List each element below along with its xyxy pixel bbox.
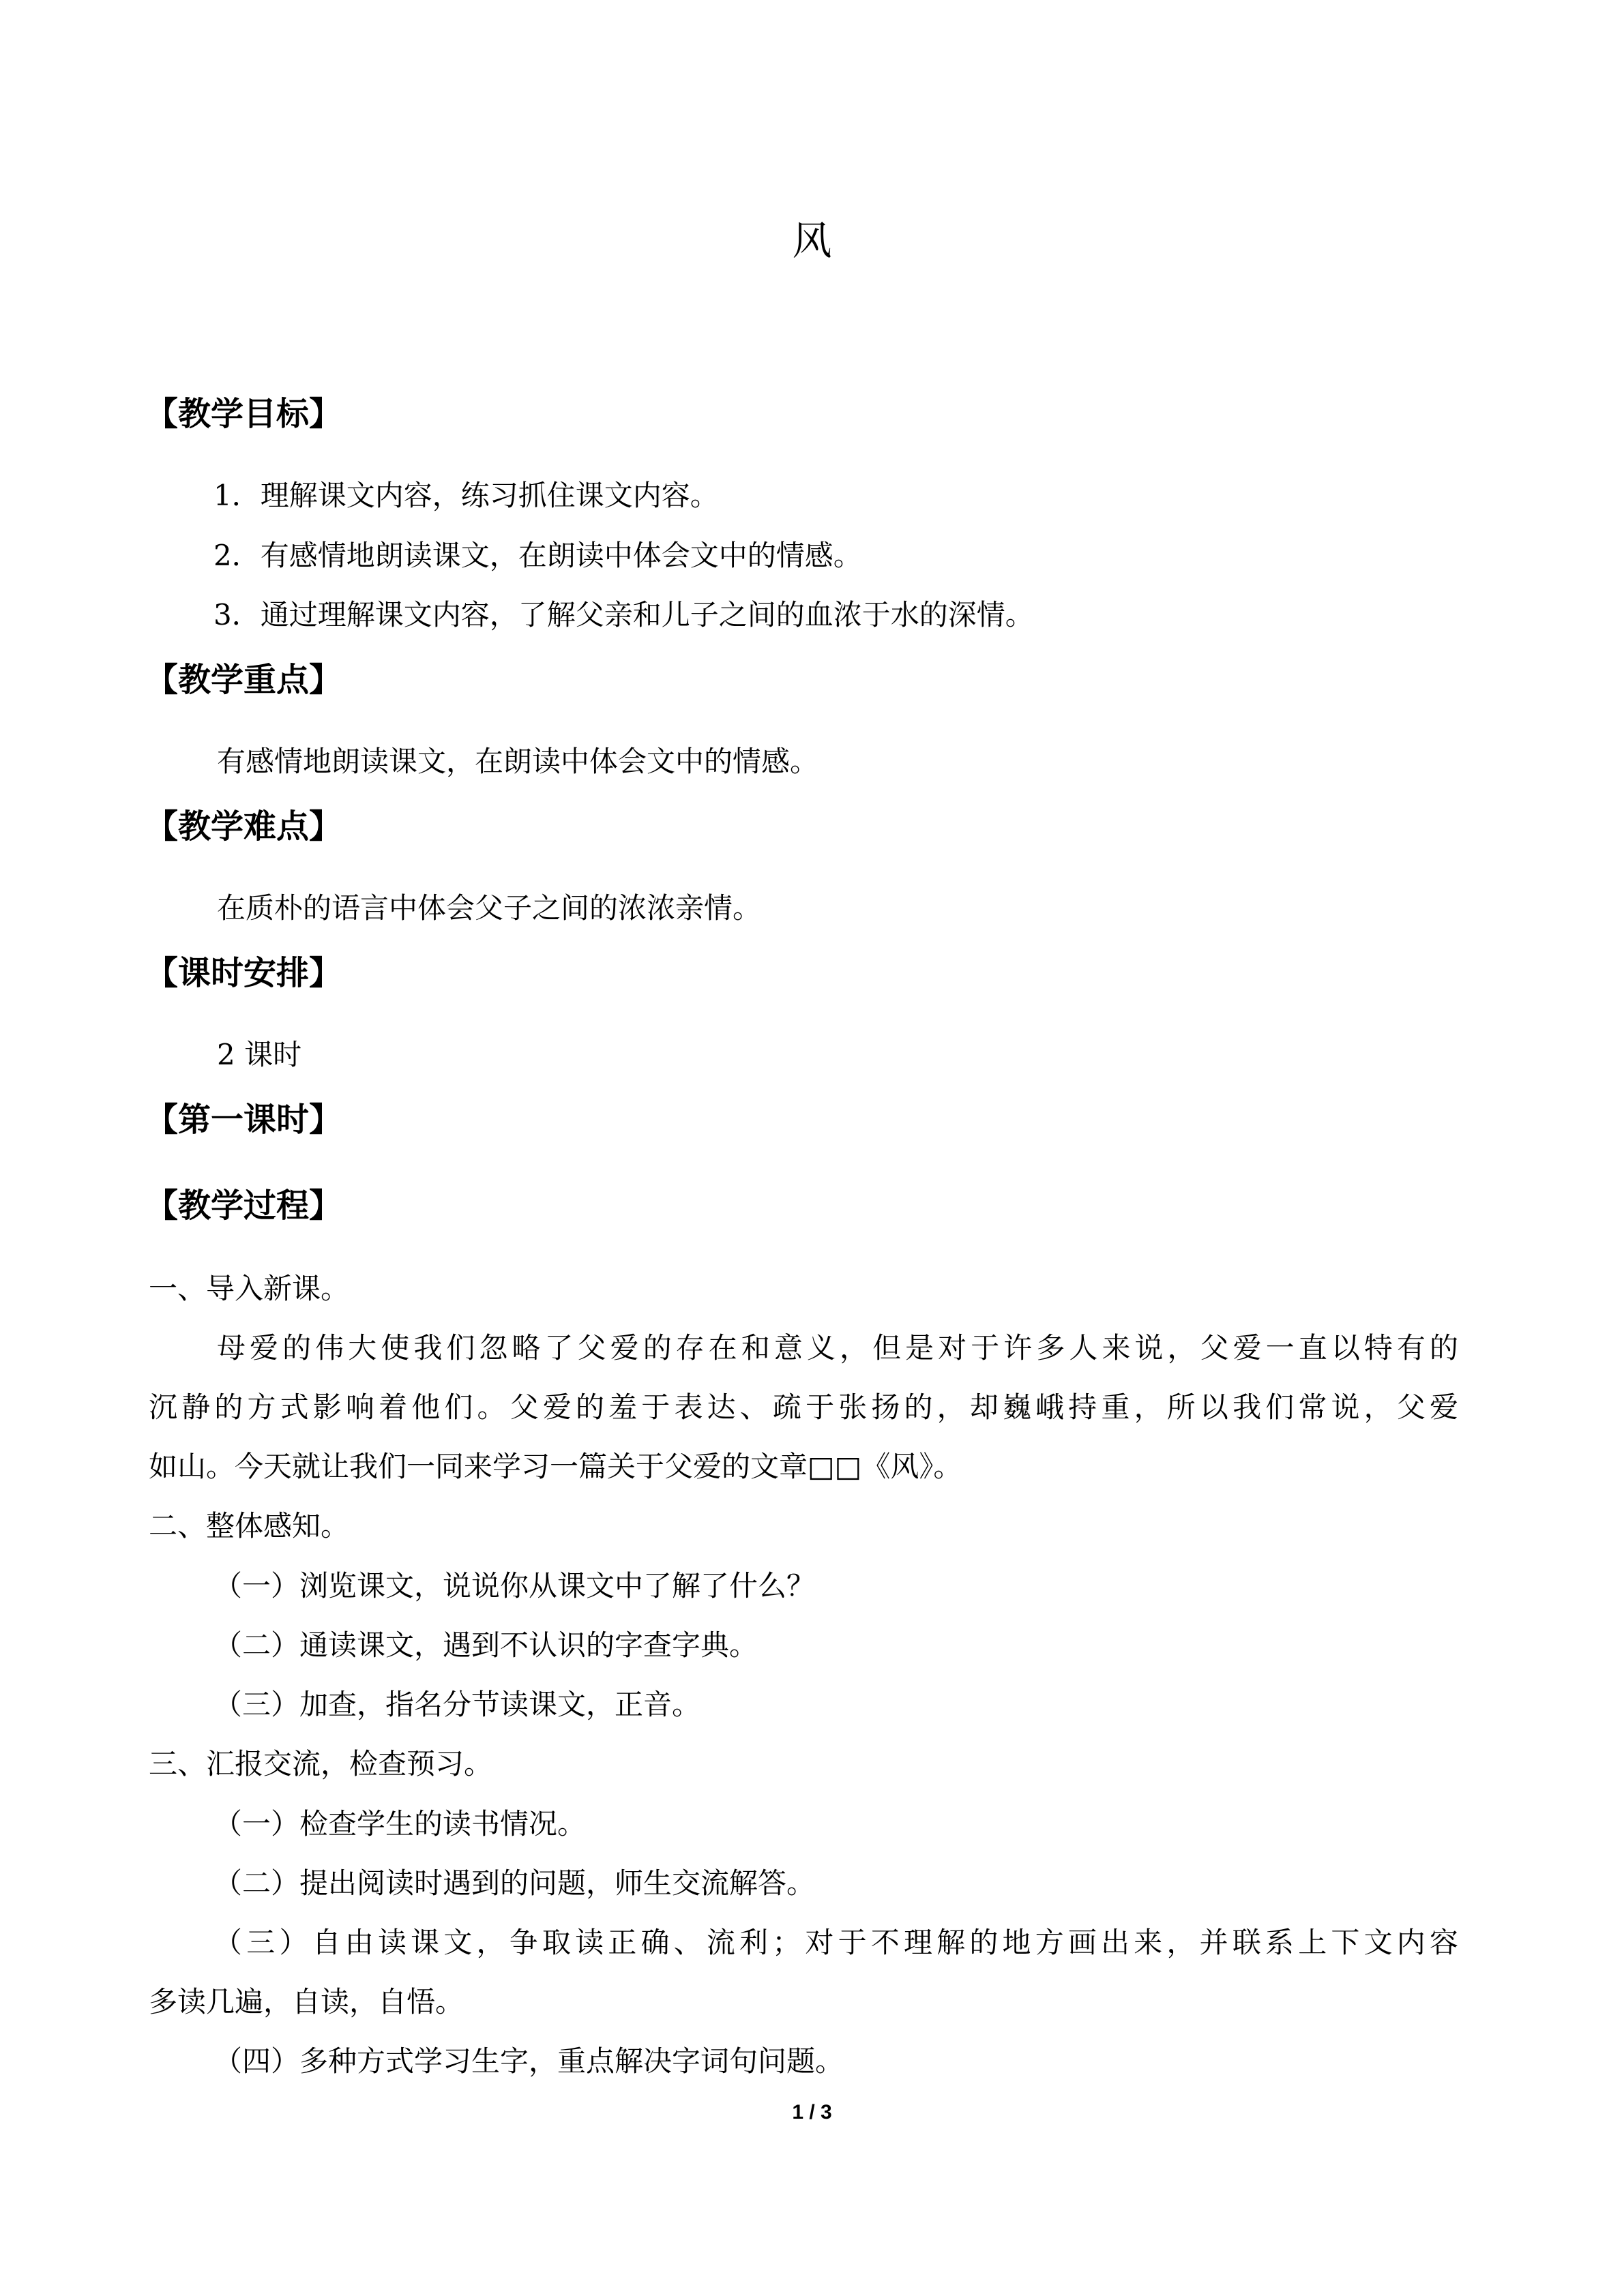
process-list-item: （一）浏览课文，说说你从课文中了解了什么？ bbox=[213, 1569, 816, 1602]
section-heading-goals: 【教学目标】 bbox=[145, 395, 342, 433]
process-part-title: 二、整体感知。 bbox=[149, 1509, 350, 1542]
schedule-text: 2 课时 bbox=[217, 1038, 302, 1071]
process-part-title: 三、汇报交流，检查预习。 bbox=[149, 1747, 493, 1780]
process-list-item: （二）通读课文，遇到不认识的字查字典。 bbox=[213, 1628, 758, 1662]
section-heading-difficulties: 【教学难点】 bbox=[145, 807, 342, 846]
difficulties-text: 在质朴的语言中体会父子之间的浓浓亲情。 bbox=[217, 891, 762, 925]
page-title: 风 bbox=[792, 218, 832, 264]
goal-item: 2．有感情地朗读课文，在朗读中体会文中的情感。 bbox=[213, 539, 862, 572]
process-list-item-continued: 多读几遍，自读，自悟。 bbox=[149, 1985, 464, 2018]
section-heading-process: 【教学过程】 bbox=[145, 1187, 342, 1225]
process-list-item: （三）加查，指名分节读课文，正音。 bbox=[213, 1688, 701, 1721]
process-list-item: （一）检查学生的读书情况。 bbox=[213, 1807, 587, 1840]
goal-item: 3．通过理解课文内容，了解父亲和儿子之间的血浓于水的深情。 bbox=[213, 598, 1034, 631]
section-heading-key-points: 【教学重点】 bbox=[145, 661, 342, 699]
goal-item: 1．理解课文内容，练习抓住课文内容。 bbox=[213, 479, 719, 512]
intro-paragraph-line: 沉静的方式影响着他们。父爱的羞于表达、疏于张扬的，却巍峨持重，所以我们常说，父爱 bbox=[149, 1390, 1458, 1424]
page-indicator: 1 / 3 bbox=[792, 2101, 832, 2123]
key-points-text: 有感情地朗读课文，在朗读中体会文中的情感。 bbox=[217, 745, 819, 778]
intro-paragraph-line: 如山。今天就让我们一同来学习一篇关于父爱的文章□□《风》。 bbox=[149, 1450, 962, 1483]
process-list-item: （三）自由读课文，争取读正确、流利；对于不理解的地方画出来，并联系上下文内容 bbox=[213, 1926, 1458, 1959]
intro-paragraph-line: 母爱的伟大使我们忽略了父爱的存在和意义，但是对于许多人来说，父爱一直以特有的 bbox=[217, 1331, 1458, 1365]
process-list-item: （四）多种方式学习生字，重点解决字词句问题。 bbox=[213, 2044, 844, 2078]
process-part-title: 一、导入新课。 bbox=[149, 1272, 350, 1305]
section-heading-schedule: 【课时安排】 bbox=[145, 954, 342, 992]
section-heading-first-lesson: 【第一课时】 bbox=[145, 1101, 342, 1139]
process-list-item: （二）提出阅读时遇到的问题，师生交流解答。 bbox=[213, 1866, 816, 1900]
